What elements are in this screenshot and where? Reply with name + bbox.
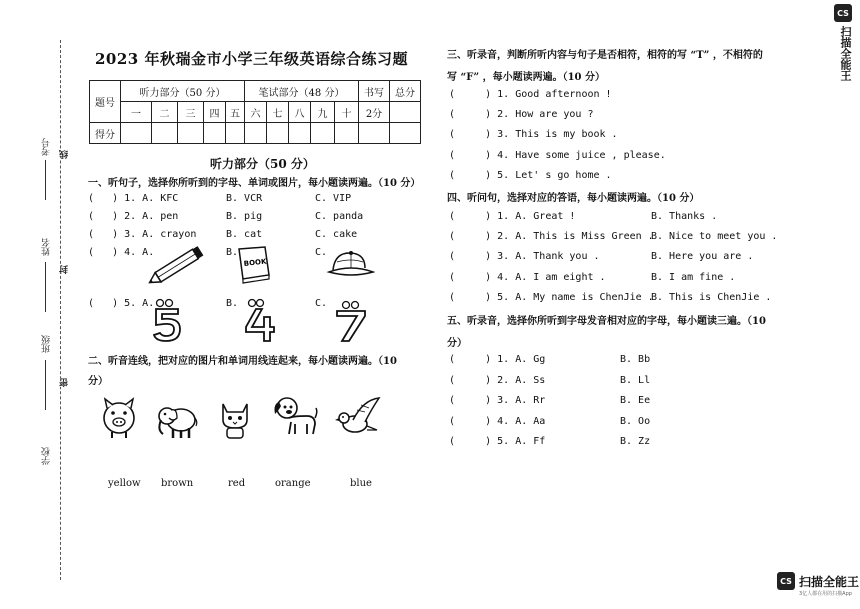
sec1-q1-c: C. VIP <box>315 193 352 204</box>
col-4: 四 <box>204 102 226 123</box>
listening-title: 听力部分（50 分） <box>210 157 315 171</box>
sec5-heading-cont: 分） <box>447 338 467 349</box>
color-word: red <box>228 478 246 489</box>
side-label-xuexiao: 学校 <box>42 447 52 465</box>
dog-icon <box>271 394 319 440</box>
sec1-heading: 一、听句子，选择你所听到的字母、单词或图片，每小题读两遍。（10 分） <box>88 178 421 189</box>
cs-logo-icon: CS <box>834 4 852 22</box>
cell-tihao: 题号 <box>90 81 121 123</box>
sec3-heading: 三、听录音，判断所听内容与句子是否相符，相符的写 “T” ，不相符的 <box>447 50 763 61</box>
sec5-item-a: ( ) 5. A. Ff <box>449 436 546 447</box>
col-6: 六 <box>245 102 267 123</box>
cap-icon <box>325 248 375 283</box>
sec3-heading-cont: 写 “F” ，每小题读两遍。（10 分） <box>447 72 605 83</box>
sec5-item-a: ( ) 3. A. Rr <box>449 395 546 406</box>
watermark-subtitle: 3亿人都在用的扫描App <box>799 591 852 597</box>
col-8: 八 <box>289 102 311 123</box>
pencil-icon <box>145 246 210 286</box>
sec5-item-b: B. Oo <box>620 416 651 427</box>
sec3-item: ( ) 1. Good afternoon ! <box>449 89 612 100</box>
col-10: 十 <box>335 102 359 123</box>
sec4-item-a: ( ) 1. A. Great ! <box>449 211 576 222</box>
page-title: 2023 年秋瑞金市小学三年级英语综合练习题 <box>95 50 408 68</box>
sec5-item-b: B. Bb <box>620 354 651 365</box>
sec1-q4-c: C. <box>315 247 328 258</box>
sec4-item-a: ( ) 2. A. This is Miss Green . <box>449 231 654 242</box>
sec1-q4-b: B. <box>226 247 239 258</box>
sec5-item-b: B. Ll <box>620 375 651 386</box>
sec1-q5-b: B. <box>226 298 239 309</box>
sec4-item-b: B. Nice to meet you . <box>651 231 778 242</box>
sec1-q2-c: C. panda <box>315 211 364 222</box>
cut-mark: 密 <box>60 378 70 387</box>
cs-logo-icon: CS <box>777 572 795 590</box>
side-line <box>45 262 46 312</box>
digit-5-icon <box>150 295 186 343</box>
book-icon <box>233 245 273 285</box>
side-line <box>45 160 46 200</box>
score-table <box>89 80 421 144</box>
col-7: 七 <box>267 102 289 123</box>
cut-mark: 线 <box>60 150 70 159</box>
elephant-icon <box>155 400 199 440</box>
sec5-item-b: B. Zz <box>620 436 651 447</box>
sec4-item-a: ( ) 3. A. Thank you . <box>449 251 600 262</box>
side-label-banji: 班级 <box>42 335 52 353</box>
sec2-heading: 二、听音连线，把对应的图片和单词用线连起来，每小题读两遍。（10 <box>88 356 397 367</box>
col-2: 二 <box>152 102 178 123</box>
sec1-q1-a: ( ) 1. A. KFC <box>88 193 179 204</box>
digit-7-icon <box>333 295 369 343</box>
sec5-item-a: ( ) 1. A. Gg <box>449 354 546 365</box>
color-word: yellow <box>108 478 141 489</box>
cell-written: 笔试部分（48 分） <box>245 81 359 102</box>
sec4-item-b: B. I am fine . <box>651 272 736 283</box>
sec1-q2-b: B. pig <box>226 211 263 222</box>
sec5-heading: 五、听录音，选择你所听到字母发音相对应的字母，每小题读三遍。（10 <box>447 316 766 327</box>
sec1-q2-a: ( ) 2. A. pen <box>88 211 179 222</box>
sec1-q3-a: ( ) 3. A. crayon <box>88 229 197 240</box>
book-label: BOOK <box>243 257 267 268</box>
pig-icon <box>100 396 138 440</box>
cat-icon <box>218 398 252 440</box>
side-label-xingming: 姓名 <box>42 238 52 256</box>
side-line <box>45 360 46 410</box>
cell-total-blank <box>390 102 421 123</box>
col-3: 三 <box>178 102 204 123</box>
watermark-name: 扫描全能王 <box>799 574 860 589</box>
color-word: blue <box>350 478 372 489</box>
sec5-item-a: ( ) 4. A. Aa <box>449 416 546 427</box>
cell-two-points: 2分 <box>359 102 390 123</box>
sec3-item: ( ) 2. How are you ? <box>449 109 594 120</box>
binding-line <box>60 40 61 580</box>
sec4-item-a: ( ) 5. A. My name is ChenJie . <box>449 292 654 303</box>
sec4-heading: 四、听问句，选择对应的答语，每小题读两遍。（10 分） <box>447 193 700 204</box>
cell-shuxie: 书写 <box>359 81 390 102</box>
scanner-name: 扫描全能王 <box>839 26 852 81</box>
sec3-item: ( ) 3. This is my book . <box>449 129 618 140</box>
bird-icon <box>335 396 381 442</box>
sec1-q3-c: C. cake <box>315 229 358 240</box>
cell-zongfen: 总分 <box>390 81 421 102</box>
col-5: 五 <box>226 102 245 123</box>
sec5-item-b: B. Ee <box>620 395 651 406</box>
sec5-item-a: ( ) 2. A. Ss <box>449 375 546 386</box>
sec1-q5-c: C. <box>315 298 328 309</box>
sec1-q4-a: ( ) 4. A. <box>88 247 155 258</box>
sec3-item: ( ) 5. Let' s go home . <box>449 170 612 181</box>
scanner-watermark <box>777 572 859 597</box>
sec4-item-b: B. This is ChenJie . <box>651 292 772 303</box>
cut-mark: 封 <box>60 265 70 274</box>
sec2-heading-cont: 分） <box>88 376 108 387</box>
sec1-q1-b: B. VCR <box>226 193 263 204</box>
scanner-badge-top <box>834 4 852 114</box>
col-1: 一 <box>121 102 152 123</box>
color-word: orange <box>275 478 311 489</box>
sec4-item-b: B. Here you are . <box>651 251 754 262</box>
sec1-q3-b: B. cat <box>226 229 263 240</box>
color-word: brown <box>161 478 194 489</box>
cell-defen: 得分 <box>90 123 121 144</box>
side-label-kaohao: 考号 <box>42 138 52 156</box>
col-9: 九 <box>311 102 335 123</box>
sec3-item: ( ) 4. Have some juice , please. <box>449 150 666 161</box>
sec1-q5-a: ( ) 5. A. <box>88 298 155 309</box>
sec4-item-b: B. Thanks . <box>651 211 718 222</box>
sec4-item-a: ( ) 4. A. I am eight . <box>449 272 606 283</box>
digit-4-icon <box>242 295 278 343</box>
cell-listen: 听力部分（50 分） <box>121 81 245 102</box>
